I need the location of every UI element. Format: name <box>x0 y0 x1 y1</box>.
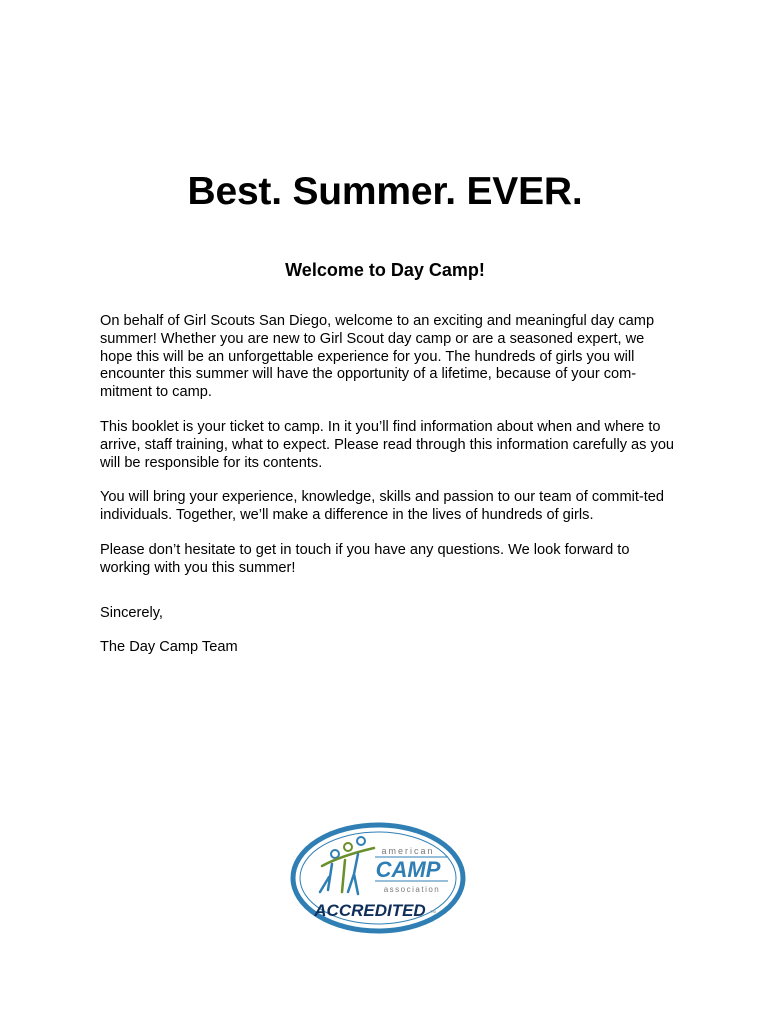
page-title: Best. Summer. EVER. <box>187 170 583 213</box>
logo-text-american: american <box>381 846 435 856</box>
logo-text-accredited: ACCREDITED <box>314 901 426 920</box>
paragraph-booklet: This booklet is your ticket to camp. In it you’ll find information about when and where to arrive, staff training, what to expect. Please read through this information carefully as you will be responsible for its contents. <box>100 418 675 471</box>
logo-text-camp: CAMP <box>375 857 441 882</box>
logo-text-association: association <box>383 885 441 894</box>
paragraph-team: You will bring your experience, knowledge, skills and passion to our team of commit-ted individuals. Together, we’ll make a difference in the lives of hundreds of girls. <box>100 489 665 524</box>
logo-trademark: TM <box>430 909 436 914</box>
letter-body <box>100 313 680 657</box>
closing: Sincerely, <box>100 604 163 621</box>
paragraph-welcome: On behalf of Girl Scouts San Diego, welcome to an exciting and meaningful day camp summer! Whether you are new to Girl Scout day camp or are a seasoned expert, we hope this will be an unforgettable experience for you. The hundreds of girls you will encounter this summer will have the opportunity of a lifetime, because of your com-mitment to camp. <box>100 313 655 401</box>
page-subtitle: Welcome to Day Camp! <box>285 260 485 280</box>
paragraph-contact: Please don’t hesitate to get in touch if you have any questions. We look forward to working with you this summer! <box>100 541 630 576</box>
aca-accredited-logo <box>290 822 466 934</box>
signature: The Day Camp Team <box>100 639 238 656</box>
